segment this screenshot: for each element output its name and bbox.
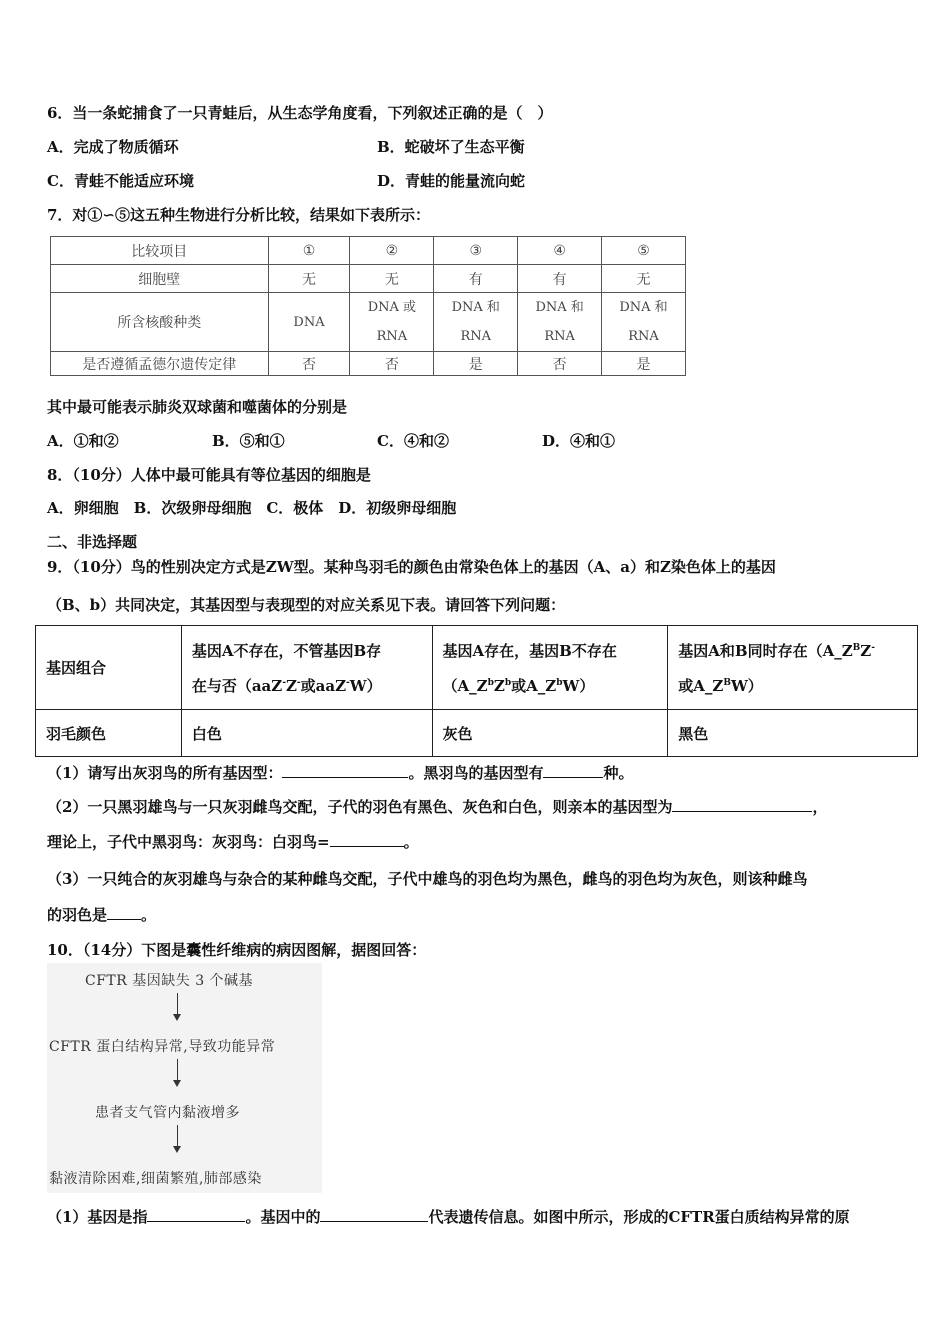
diagram-step-4: 黏液清除困难,细菌繁殖,肺部感染 <box>49 1171 262 1187</box>
table-cell: ① <box>268 237 350 265</box>
table-cell: 有 <box>434 265 518 293</box>
text: （A_Z <box>442 676 488 695</box>
text: 。黑羽鸟的基因型有 <box>408 764 544 782</box>
q6-option-c: C．青蛙不能适应环境 <box>47 172 194 190</box>
text: 。基因中的 <box>245 1208 321 1226</box>
superscript: - <box>346 677 350 688</box>
text: 种。 <box>603 764 634 782</box>
text: 或A_Z <box>511 676 557 695</box>
q10-stem: 10．（14分）下图是囊性纤维病的病因图解，据图回答： <box>47 941 427 959</box>
q6-option-a: A．完成了物质循环 <box>47 138 179 156</box>
text: W） <box>562 676 595 695</box>
table-cell: ⑤ <box>602 237 686 265</box>
answer-blank[interactable] <box>320 1207 428 1222</box>
text: 基因A和B同时存在（A_Z <box>678 641 853 660</box>
cell-line <box>192 675 422 696</box>
q6-option-d: D．青蛙的能量流向蛇 <box>377 172 526 190</box>
table-cell: 白色 <box>181 710 432 757</box>
q9-part2-ratio <box>47 832 419 852</box>
table-row <box>51 352 686 376</box>
text: ， <box>812 798 828 816</box>
q7-question: 其中最可能表示肺炎双球菌和噬菌体的分别是 <box>47 398 348 416</box>
q7-option-b: B．⑤和① <box>212 432 285 450</box>
text: 或A_Z <box>678 676 724 695</box>
table-row <box>36 710 918 757</box>
table-cell: 比较项目 <box>51 237 269 265</box>
q9-part2 <box>47 797 827 817</box>
q9-stem-line2: （B、b）共同决定，其基因型与表现型的对应关系见下表。请回答下列问题： <box>47 596 566 614</box>
q8-stem: 8．（10分）人体中最可能具有等位基因的细胞是 <box>47 466 371 484</box>
text: Z <box>493 676 505 695</box>
q6-option-b: B．蛇破坏了生态平衡 <box>377 138 525 156</box>
table-cell <box>432 626 668 710</box>
cell-line <box>678 640 907 661</box>
table-cell: 灰色 <box>432 710 668 757</box>
text: 的羽色是 <box>47 906 108 924</box>
diagram-step-1: CFTR 基因缺失 3 个碱基 <box>85 973 254 989</box>
table-cell <box>602 293 686 352</box>
section-heading: 二、非选择题 <box>47 533 138 551</box>
table-cell: 无 <box>268 265 350 293</box>
q7-option-a: A．①和② <box>47 432 119 450</box>
q7-option-d: D．④和① <box>542 432 616 450</box>
table-cell: 是 <box>602 352 686 376</box>
answer-blank[interactable] <box>330 832 404 847</box>
q10-part1 <box>47 1207 850 1227</box>
superscript: - <box>296 677 301 688</box>
text: 代表遗传信息。如图中所示，形成的CFTR蛋白质结构异常的原 <box>428 1208 850 1226</box>
answer-blank[interactable] <box>107 905 141 920</box>
diagram-step-2: CFTR 蛋白结构异常,导致功能异常 <box>49 1039 276 1055</box>
cell-line: RNA <box>628 329 659 344</box>
table-cell: 是否遵循孟德尔遗传定律 <box>51 352 269 376</box>
q7-table-header <box>51 237 686 265</box>
table-cell: 否 <box>350 352 434 376</box>
table-cell <box>668 626 918 710</box>
cell-line: DNA 或 <box>367 300 417 315</box>
cell-line: DNA 和 <box>535 300 584 315</box>
superscript: b <box>487 677 494 688</box>
table-cell: ③ <box>434 237 518 265</box>
q8-options: A．卵细胞 B．次级卵母细胞 C．极体 D．初级卵母细胞 <box>47 499 457 517</box>
answer-blank[interactable] <box>543 763 603 778</box>
q7-option-c: C．④和② <box>377 432 449 450</box>
superscript: B <box>852 642 861 653</box>
table-cell: 否 <box>518 352 602 376</box>
table-cell <box>518 293 602 352</box>
text: 或aaZ <box>300 676 347 695</box>
table-row <box>51 293 686 352</box>
superscript: - <box>282 677 286 688</box>
text: （1）请写出灰羽鸟的所有基因型： <box>47 764 283 782</box>
text: Z <box>285 676 297 695</box>
cause-flow-diagram <box>47 963 322 1193</box>
text: （2）一只黑羽雄鸟与一只灰羽雌鸟交配，子代的羽色有黑色、灰色和白色，则亲本的基因型为 <box>47 798 673 816</box>
q6-stem: 6．当一条蛇捕食了一只青蛙后，从生态学角度看，下列叙述正确的是（ ） <box>47 104 553 122</box>
down-arrow-icon <box>177 993 178 1019</box>
table-cell <box>434 293 518 352</box>
text: （1）基因是指 <box>47 1208 148 1226</box>
cell-line: DNA 和 <box>451 300 500 315</box>
text: W） <box>730 676 763 695</box>
text: 在与否（aaZ <box>191 676 283 695</box>
text: W） <box>349 676 382 695</box>
cell-line: RNA <box>460 329 492 344</box>
superscript: B <box>723 677 731 688</box>
q9-stem-line1: 9．（10分）鸟的性别决定方式是ZW型。某种鸟羽毛的颜色由常染色体上的基因（A、a）和Z染色体上的基因 <box>47 558 776 576</box>
cell-line <box>678 675 907 696</box>
text: 。 <box>403 833 419 851</box>
table-cell: 否 <box>268 352 350 376</box>
table-cell: 细胞壁 <box>51 265 269 293</box>
cell-line: DNA 和 <box>619 300 668 315</box>
q7-table <box>50 236 686 376</box>
table-cell: 黑色 <box>668 710 918 757</box>
table-cell: ② <box>350 237 434 265</box>
q9-table <box>35 625 918 757</box>
table-cell: 有 <box>518 265 602 293</box>
cell-line: RNA <box>376 329 408 344</box>
superscript: b <box>556 677 563 688</box>
text: Z <box>860 641 872 660</box>
superscript: - <box>871 642 875 653</box>
text: 理论上，子代中黑羽鸟：灰羽鸟：白羽鸟= <box>47 833 330 851</box>
table-cell <box>350 293 434 352</box>
answer-blank[interactable] <box>147 1207 245 1222</box>
diagram-step-3: 患者支气管内黏液增多 <box>95 1105 240 1121</box>
cell-line: 基因A不存在，不管基因B存 <box>191 641 382 660</box>
table-cell <box>181 626 432 710</box>
table-cell: 所含核酸种类 <box>51 293 269 352</box>
table-cell: 是 <box>434 352 518 376</box>
answer-blank[interactable] <box>672 797 812 812</box>
table-cell: DNA <box>268 293 350 352</box>
table-cell: 无 <box>602 265 686 293</box>
table-row <box>36 626 918 710</box>
table-row <box>51 265 686 293</box>
cell-line <box>443 675 658 696</box>
cell-line: RNA <box>544 329 575 344</box>
q9-part1 <box>47 763 633 783</box>
superscript: b <box>504 677 512 688</box>
q9-part3: （3）一只纯合的灰羽雄鸟与杂合的某种雌鸟交配，子代中雄鸟的羽色均为黑色，雌鸟的羽色均为灰色，则该种雌鸟 <box>47 870 808 888</box>
table-cell: 基因组合 <box>36 626 182 710</box>
table-cell: ④ <box>518 237 602 265</box>
down-arrow-icon <box>177 1059 178 1085</box>
q9-part3-answer <box>47 905 156 925</box>
table-cell: 无 <box>350 265 434 293</box>
table-cell: 羽毛颜色 <box>36 710 182 757</box>
cell-line: 基因A存在，基因B不存在 <box>442 641 617 660</box>
answer-blank[interactable] <box>282 763 408 778</box>
text: 。 <box>141 906 157 924</box>
q7-stem: 7．对①∽⑤这五种生物进行分析比较，结果如下表所示： <box>47 206 431 224</box>
down-arrow-icon <box>177 1125 178 1151</box>
